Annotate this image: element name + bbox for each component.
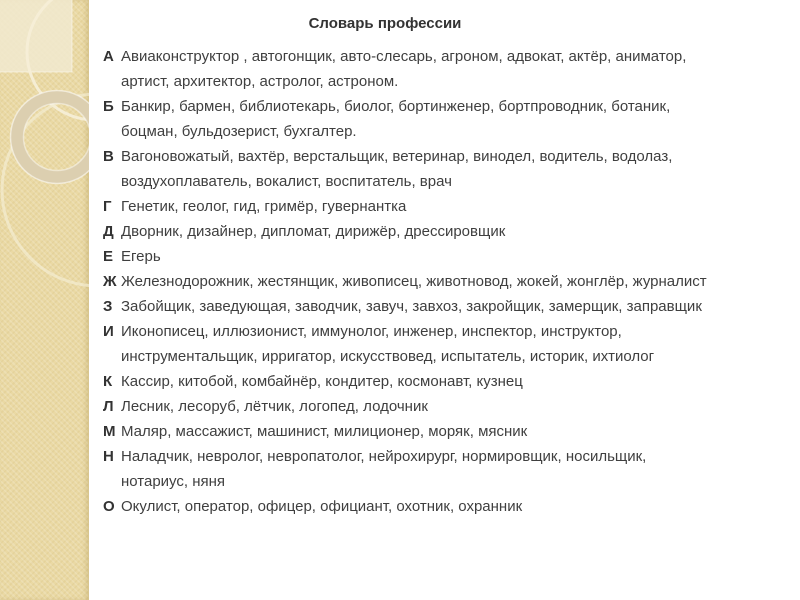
professions-text: артист, архитектор, астролог, астроном. bbox=[121, 73, 399, 90]
dictionary-line bbox=[103, 44, 793, 69]
professions-text: Железнодорожник, жестянщик, живописец, животновод, жокей, жонглёр, журналист bbox=[121, 273, 707, 290]
dictionary-line bbox=[103, 369, 793, 394]
dictionary-line bbox=[103, 469, 793, 494]
letter-label: В bbox=[103, 148, 114, 165]
professions-text: Банкир, бармен, библиотекарь, биолог, бортинженер, бортпроводник, ботаник, bbox=[121, 98, 671, 115]
dictionary-line bbox=[103, 394, 793, 419]
letter-label: О bbox=[103, 498, 115, 515]
dictionary-line bbox=[103, 444, 793, 469]
dictionary-line bbox=[103, 144, 793, 169]
dictionary-line bbox=[103, 269, 793, 294]
letter-label: Ж bbox=[103, 273, 117, 290]
letter-label: А bbox=[103, 48, 114, 65]
dictionary-line bbox=[103, 344, 793, 369]
dictionary-line bbox=[103, 244, 793, 269]
dictionary-line bbox=[103, 69, 793, 94]
letter-label: Е bbox=[103, 248, 114, 265]
dictionary-line bbox=[103, 419, 793, 444]
dictionary-line bbox=[103, 294, 793, 319]
letter-label: Л bbox=[103, 398, 114, 415]
professions-text: Маляр, массажист, машинист, милиционер, моряк, мясник bbox=[121, 423, 528, 440]
page-title: Словарь профессии bbox=[308, 15, 462, 32]
professions-text: Окулист, оператор, офицер, официант, охотник, охранник bbox=[121, 498, 523, 515]
professions-text: Вагоновожатый, вахтёр, верстальщик, ветеринар, винодел, водитель, водолаз, bbox=[121, 148, 673, 165]
dictionary-line bbox=[103, 94, 793, 119]
professions-text: Лесник, лесоруб, лётчик, логопед, лодочник bbox=[121, 398, 428, 415]
letter-label: Н bbox=[103, 448, 114, 465]
circle-ornament-icon bbox=[0, 0, 89, 600]
professions-text: инструментальщик, ирригатор, искусствовед, испытатель, историк, ихтиолог bbox=[121, 348, 655, 365]
professions-text: Кассир, китобой, комбайнёр, кондитер, космонавт, кузнец bbox=[121, 373, 523, 390]
professions-text: Забойщик, заведующая, заводчик, завуч, завхоз, закройщик, замерщик, заправщик bbox=[121, 298, 702, 315]
professions-text: Наладчик, невролог, невропатолог, нейрохирург, нормировщик, носильщик, bbox=[121, 448, 647, 465]
dictionary-line bbox=[103, 194, 793, 219]
professions-text: Егерь bbox=[121, 248, 161, 265]
dictionary-line bbox=[103, 219, 793, 244]
dictionary-line bbox=[103, 494, 793, 519]
professions-text: боцман, бульдозерист, бухгалтер. bbox=[121, 123, 357, 140]
professions-text: Иконописец, иллюзионист, иммунолог, инженер, инспектор, инструктор, bbox=[121, 323, 622, 340]
letter-label: К bbox=[103, 373, 113, 390]
professions-dictionary bbox=[103, 44, 793, 519]
letter-label: З bbox=[103, 298, 113, 315]
letter-label: Д bbox=[103, 223, 114, 240]
professions-text: Генетик, геолог, гид, гримёр, гувернантка bbox=[121, 198, 407, 215]
dictionary-line bbox=[103, 169, 793, 194]
dictionary-line bbox=[103, 319, 793, 344]
professions-text: нотариус, няня bbox=[121, 473, 226, 490]
letter-label: И bbox=[103, 323, 114, 340]
letter-label: Г bbox=[103, 198, 112, 215]
dictionary-line bbox=[103, 119, 793, 144]
professions-text: Дворник, дизайнер, дипломат, дирижёр, дрессировщик bbox=[121, 223, 506, 240]
letter-label: М bbox=[103, 423, 116, 440]
decorative-sidebar bbox=[0, 0, 89, 600]
letter-label: Б bbox=[103, 98, 114, 115]
professions-text: Авиаконструктор , автогонщик, авто-слесарь, агроном, адвокат, актёр, аниматор, bbox=[121, 48, 687, 65]
professions-text: воздухоплаватель, вокалист, воспитатель, врач bbox=[121, 173, 452, 190]
